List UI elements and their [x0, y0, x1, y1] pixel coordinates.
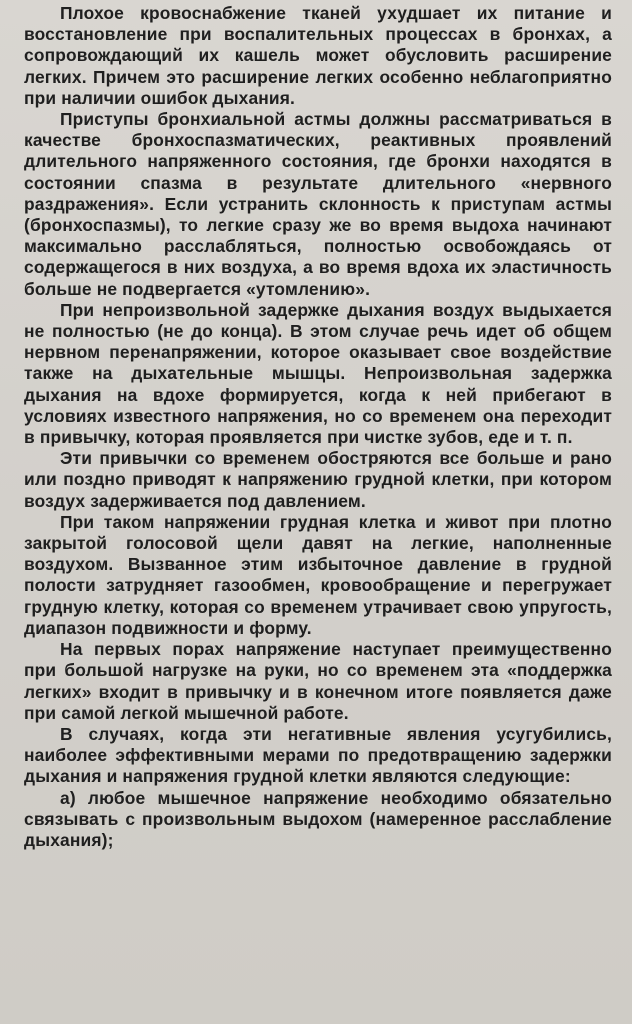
paragraph-chest-tension: При таком напряжении грудная клетка и живот при плотно закрытой голосовой щели давят на легкие, наполненные воздухом. Вызванное этим избыточное давление в грудной полости затрудняет газообмен, кровообращение и перегружает грудную клетку, которая со временем утрачивает свою упругость, диапазон подвижности и форму.	[24, 511, 612, 638]
paragraph-initial-tension: На первых порах напряжение наступает преимущественно при большой нагрузке на руки, но со временем эта «поддержка легких» входит в привычку и в конечном итоге появляется даже при самой легкой мышечной работе.	[24, 639, 612, 723]
paragraph-blood-supply: Плохое кровоснабжение тканей ухудшает их питание и восстановление при воспалительных процессах в бронхах, а сопровождающий их кашель может обусловить расширение легких. Причем это расширение легких особенно неблагоприятно при наличии ошибок дыхания.	[24, 3, 612, 108]
paragraph-habits: Эти привычки со временем обостряются все больше и рано или поздно приводят к напряжению грудной клетки, при котором воздух задерживается под давлением.	[24, 448, 612, 511]
paragraph-effective-measures: В случаях, когда эти негативные явления усугубились, наиболее эффективными мерами по предотвращению задержки дыхания и напряжения грудной клетки являются следующие:	[24, 723, 612, 787]
list-item-a: а) любое мышечное напряжение необходимо обязательно связывать с произвольным выдохом (намеренное расслабление дыхания);	[24, 787, 612, 850]
paragraph-asthma-attacks: Приступы бронхиальной астмы должны рассматриваться в качестве бронхоспазматических, реактивных проявлений длительного напряженного состояния, где бронхи находятся в состоянии спазма в результате длительного «нервного раздражения». Если устранить склонность к приступам астмы (бронхоспазмы), то легкие сразу же во время выдоха начинают максимально расслабляться, полностью освобождаясь от содержащегося в них воздуха, а во время вдоха их эластичность больше не подвергается «утомлению».	[24, 109, 612, 299]
body-text	[24, 3, 612, 851]
paragraph-involuntary-breath-holding: При непроизвольной задержке дыхания воздух выдыхается не полностью (не до конца). В этом случае речь идет об общем нервном перенапряжении, которое оказывает свое воздействие также на дыхательные мышцы. Непроизвольная задержка дыхания на вдохе формируется, когда к ней прибегают в условиях известного напряжения, но со временем она переходит в привычку, которая проявляется при чистке зубов, еде и т. п.	[24, 299, 612, 448]
